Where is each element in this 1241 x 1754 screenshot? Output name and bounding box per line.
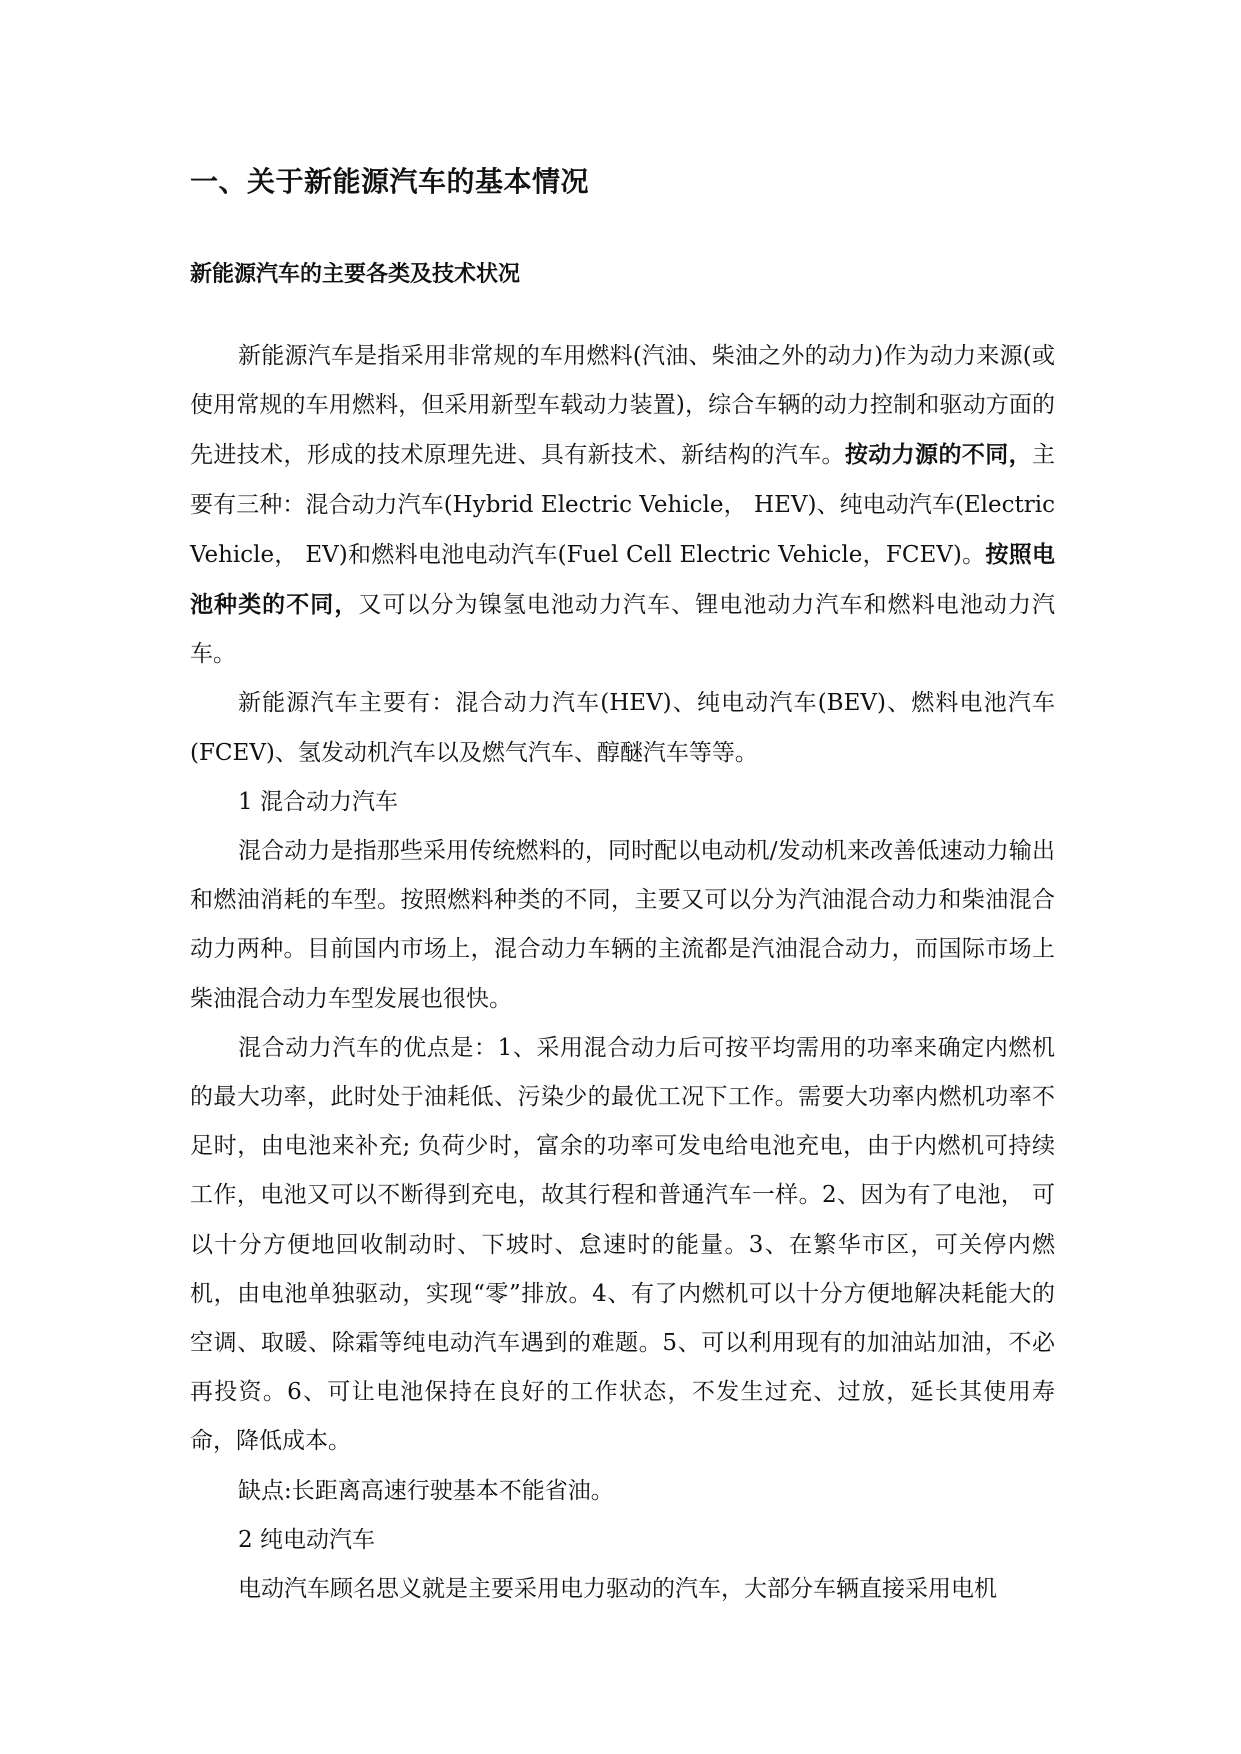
paragraph-hybrid-intro: 混合动力是指那些采用传统燃料的，同时配以电动机/发动机来改善低速动力输出和燃油消耗的车型。按照燃料种类的不同，主要又可以分为汽油混合动力和柴油混合动力两种。目前国内市场上，混合动力车辆的主流都是汽油混合动力，而国际市场上柴油混合动力车型发展也很快。 [190,838,1055,1012]
paragraph-hybrid-disadvantage: 缺点:长距离高速行驶基本不能省油。 [238,1477,614,1504]
paragraph-ev-intro: 电动汽车顾名思义就是主要采用电力驱动的汽车，大部分车辆直接采用电机 [238,1576,997,1603]
paragraph-text: 又可以分为镍氢电池动力汽车、锂电池动力汽车和燃料电池动力汽车。 [190,592,1056,668]
paragraph-text: 主要有三种：混合动力汽车(Hybrid Electric Vehicle， HEV)、纯电动汽车(Electric Vehicle， EV)和燃料电池电动汽车(Fuel Cell Electric Vehicle，FCEV)。 [190,442,1056,568]
paragraph-text: 新能源汽车是指采用非常规的车用燃料(汽油、柴油之外的动力)作为动力来源(或使用常规的车用燃料，但采用新型车载动力装置)，综合车辆的动力控制和驱动方面的先进技术，形成的技术原理先进、具有新技术、新结构的汽车。 [190,343,1055,469]
bold-phrase-battery-type: 按照电池种类的不同， [190,540,1056,619]
paragraph-hybrid-title: 1 混合动力汽车 [238,788,398,815]
paragraph-ev-title: 2 纯电动汽车 [238,1526,375,1553]
section-heading: 一、关于新能源汽车的基本情况 [190,165,590,198]
body-text [190,332,1055,1614]
bold-phrase-power-source: 按动力源的不同， [844,441,1033,469]
subsection-heading: 新能源汽车的主要各类及技术状况 [190,261,521,287]
document-page [190,0,1055,1754]
paragraph-hybrid-advantages: 混合动力汽车的优点是：1、采用混合动力后可按平均需用的功率来确定内燃机的最大功率，此时处于油耗低、污染少的最优工况下工作。需要大功率内燃机功率不足时，由电池来补充; 负荷少时，富余的功率可发电给电池充电，由于内燃机可持续工作，电池又可以不断得到充电，故其行程和普通汽车一样。2、因为有了电池， 可以十分方便地回收制动时、下坡时、怠速时的能量。3、在繁华市区，可关停内燃机，由电池单独驱动，实现“零”排放。4、有了内燃机可以十分方便地解决耗能大的空调、取暖、除霜等纯电动汽车遇到的难题。5、可以利用现有的加油站加油，不必再投资。6、可让电池保持在良好的工作状态，不发生过充、过放，延长其使用寿命，降低成本。 [190,1034,1055,1455]
paragraph-definition [190,332,1055,679]
paragraph-types: 新能源汽车主要有：混合动力汽车(HEV)、纯电动汽车(BEV)、燃料电池汽车(FCEV)、氢发动机汽车以及燃气汽车、醇醚汽车等等。 [190,690,1055,766]
